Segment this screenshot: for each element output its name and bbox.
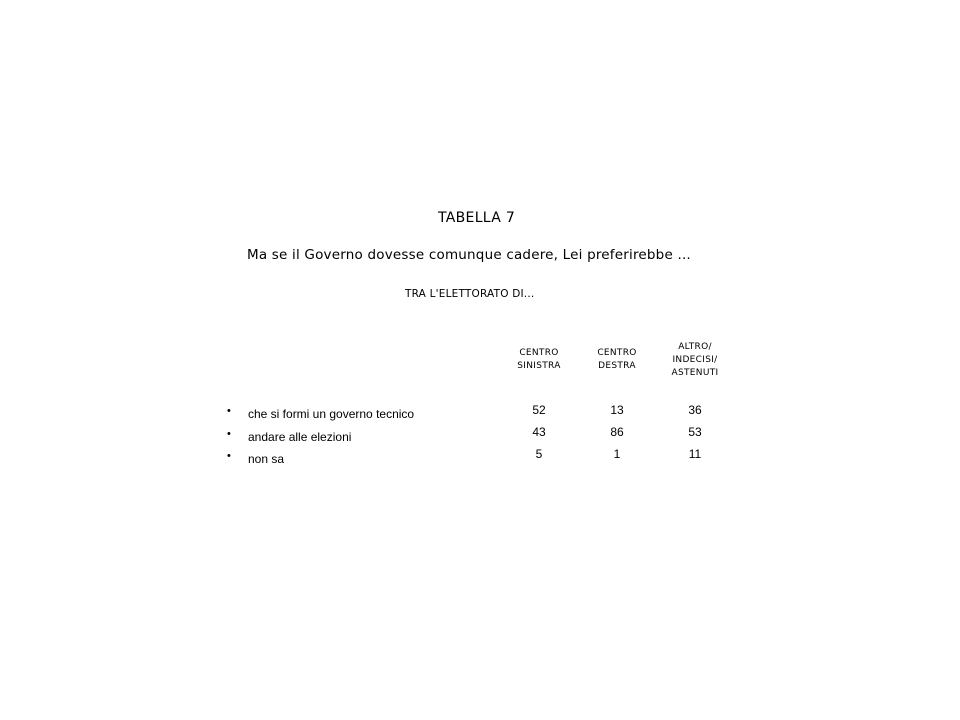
- row-label: che si formi un governo tecnico: [248, 407, 415, 421]
- bullet-icon: •: [227, 450, 231, 462]
- cell-centro-destra: 13: [610, 403, 624, 417]
- cell-altro: 36: [688, 403, 702, 417]
- row-label: andare alle elezioni: [248, 430, 352, 444]
- cell-centro-sinistra: 5: [535, 447, 543, 461]
- cell-centro-destra: 86: [610, 425, 624, 439]
- cell-altro: 11: [688, 447, 702, 461]
- cell-centro-sinistra: 52: [532, 403, 546, 417]
- table-title: TABELLA 7: [438, 210, 516, 226]
- bullet-icon: •: [227, 405, 231, 417]
- cell-centro-destra: 1: [613, 447, 621, 461]
- question-text: Ma se il Governo dovesse comunque cadere, Lei preferirebbe ...: [247, 247, 691, 263]
- cell-altro: 53: [688, 425, 702, 439]
- electorate-group-label: TRA L'ELETTORATO DI...: [405, 288, 535, 300]
- column-header-centro-sinistra: CENTRO SINISTRA: [517, 348, 561, 371]
- bullet-icon: •: [227, 428, 231, 440]
- column-header-altro: ALTRO/ INDECISI/ ASTENUTI: [671, 342, 719, 378]
- column-header-centro-destra: CENTRO DESTRA: [597, 348, 637, 371]
- row-label: non sa: [248, 452, 285, 466]
- cell-centro-sinistra: 43: [532, 425, 546, 439]
